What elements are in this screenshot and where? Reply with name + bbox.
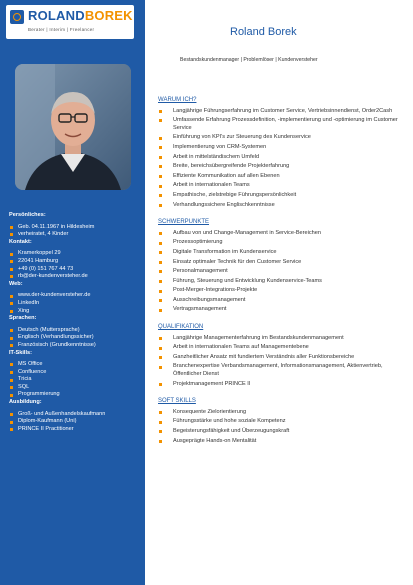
list-item: Aufbau von und Change-Management in Service-Bereichen [158, 230, 406, 238]
logo-wordmark [28, 8, 133, 23]
list-item: Einsatz optimaler Technik für den Customer Service [158, 259, 406, 267]
logo-first: ROLAND [28, 8, 85, 23]
list-item: Führungsstärke und hohe soziale Kompetenz [158, 418, 406, 426]
profile-photo [15, 64, 131, 190]
list-item: Effiziente Kommunikation auf allen Ebenen [158, 173, 406, 181]
list-item: Begeisterungsfähigkeit und Überzeugungskraft [158, 428, 406, 436]
list-item: Geb. 04.11.1967 in Hildesheim [9, 224, 141, 232]
list-item: Prozessoptimierung [158, 239, 406, 247]
list-item: Englisch (Verhandlungssicher) [9, 334, 141, 342]
page-subtitle: Bestandskundenmanager | Problemlöser | Kundenversteher [180, 57, 318, 63]
logo-tagline: Berater | Interim | Freelancer [28, 27, 95, 32]
website-link[interactable]: www.der-kundenversteher.de [9, 292, 141, 300]
list-item: Ausgeprägte Hands-on Mentalität [158, 438, 406, 446]
list-item: Diplom-Kaufmann (Uni) [9, 418, 141, 426]
list-item: Deutsch (Muttersprache) [9, 327, 141, 335]
list-item: Umfassende Erfahrung Prozessdefinition, -implementierung und -optimierung im Customer Service [158, 117, 406, 132]
list-item: Confluence [9, 369, 141, 377]
list-item: Programmierung [9, 391, 141, 399]
section-qualification [158, 324, 406, 388]
sidebar-section-it-skills [9, 350, 141, 400]
list-item: Post-Merger-Integrations-Projekte [158, 287, 406, 295]
section-heading: Persönliches: [9, 212, 46, 218]
email-link[interactable]: rb@der-kundenversteher.de [9, 273, 141, 281]
sidebar-sections [9, 212, 141, 433]
xing-link[interactable]: Xing [9, 308, 141, 316]
list-item: PRINCE II Practitioner [9, 426, 141, 434]
logo-second: BOREK [84, 8, 133, 23]
list-item: MS Office [9, 361, 141, 369]
section-heading: SCHWERPUNKTE [158, 219, 210, 226]
sidebar-section-education [9, 399, 141, 433]
sidebar-section-contact [9, 239, 141, 281]
list-item: Implementierung von CRM-Systemen [158, 144, 406, 152]
section-heading: Kontakt: [9, 238, 32, 245]
list-item: +49 (0) 151 767 44 73 [9, 266, 141, 274]
list-item: Französisch (Grundkenntnisse) [9, 342, 141, 350]
list-item: Einführung von KPI's zur Steuerung des Kundenservice [158, 134, 406, 142]
sidebar [0, 0, 145, 585]
list-item: Ausschreibungsmanagement [158, 297, 406, 305]
section-why-me [158, 97, 406, 209]
section-heading: IT-Skills: [9, 349, 33, 356]
logo-mark-icon [10, 10, 24, 24]
list-item: verheiratet, 4 Kinder [9, 231, 141, 239]
list-item: Tricia [9, 376, 141, 384]
sidebar-section-web [9, 281, 141, 315]
section-heading: WARUM ICH? [158, 97, 197, 103]
section-heading: QUALIFIKATION [158, 324, 204, 331]
list-item: Langjährige Führungserfahrung im Customer Service, Vertriebsinnendienst, Order2Cash [158, 108, 406, 116]
list-item: Führung, Steuerung und Entwicklung Kundenservice-Teams [158, 278, 406, 286]
sidebar-section-personal [9, 212, 141, 239]
list-item: Branchenexpertise Verbandsmanagement, Informationsmanagement, Aktienvertrieb, Öffentlicher Dienst [158, 363, 406, 378]
section-soft-skills [158, 398, 406, 445]
list-item: Digitale Transformation im Kundenservice [158, 249, 406, 257]
list-item: SQL [9, 384, 141, 392]
logo [6, 5, 134, 39]
list-item: Breite, bereichsübergreifende Projekterfahrung [158, 163, 406, 171]
list-item: Arbeit in internationalen Teams auf Managementebene [158, 344, 406, 352]
linkedin-link[interactable]: LinkedIn [9, 300, 141, 308]
list-item: Arbeit in internationalen Teams [158, 182, 406, 190]
section-heading: Web: [9, 280, 23, 287]
list-item: Konsequente Zielorientierung [158, 409, 406, 417]
section-heading: Sprachen: [9, 315, 37, 322]
list-item: Kramerkoppel 29 [9, 250, 141, 258]
section-focus [158, 219, 406, 314]
list-item: Personalmanagement [158, 268, 406, 276]
list-item: Arbeit in mittelständischem Umfeld [158, 154, 406, 162]
list-item: Empathische, zielstrebige Führungspersönlichkeit [158, 192, 406, 200]
list-item: Groß- und Außenhandelskaufmann [9, 411, 141, 419]
list-item: Ganzheitlicher Ansatz mit fundiertem Verständnis aller Funktionsbereiche [158, 354, 406, 362]
list-item: Vertragsmanagement [158, 306, 406, 314]
section-heading: SOFT SKILLS [158, 398, 196, 405]
section-heading: Ausbildung: [9, 399, 42, 406]
sidebar-section-languages [9, 315, 141, 349]
list-item: 22041 Hamburg [9, 258, 141, 266]
list-item: Verhandlungssichere Englischkenntnisse [158, 202, 406, 210]
list-item: Projektmanagement PRINCE II [158, 381, 406, 389]
list-item: Langjährige Managementerfahrung im Bestandskundenmanagement [158, 335, 406, 343]
main-content [158, 97, 406, 455]
page-title: Roland Borek [230, 26, 297, 38]
